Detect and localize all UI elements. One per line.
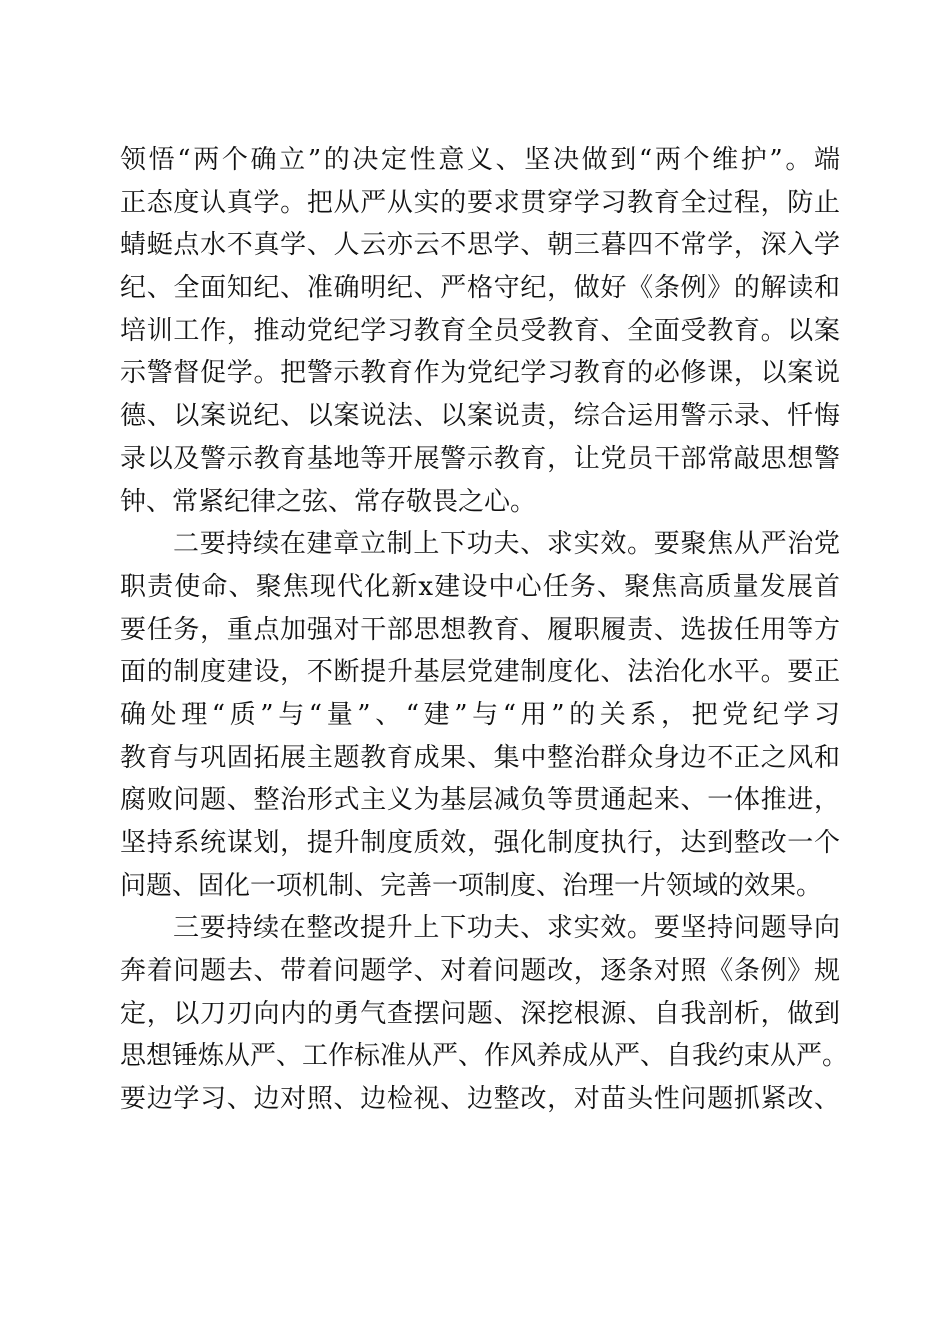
text-line: 录以及警示教育基地等开展警示教育，让党员干部常敲思想警 xyxy=(120,443,840,474)
paragraph-first-line: 二要持续在建章立制上下功夫、求实效。要聚焦从严治党 xyxy=(173,529,840,560)
text-line: 正态度认真学。把从严从实的要求贯穿学习教育全过程，防止 xyxy=(120,187,840,218)
text-line: 职责使命、聚焦现代化新x建设中心任务、聚焦高质量发展首 xyxy=(120,571,840,602)
text-line: 德、以案说纪、以案说法、以案说责，综合运用警示录、忏悔 xyxy=(120,401,840,432)
text-line: 钟、常紧纪律之弦、常存敬畏之心。 xyxy=(120,486,537,517)
text-line: 纪、全面知纪、准确明纪、严格守纪，做好《条例》的解读和 xyxy=(120,273,840,304)
document-body xyxy=(120,139,849,1121)
text-line: 问题、固化一项机制、完善一项制度、治理一片领域的效果。 xyxy=(120,870,823,901)
text-line: 示警督促学。把警示教育作为党纪学习教育的必修课，以案说 xyxy=(120,358,840,389)
text-line: 要任务，重点加强对干部思想教育、履职履责、选拔任用等方 xyxy=(120,614,840,645)
text-line: 奔着问题去、带着问题学、对着问题改，逐条对照《条例》规 xyxy=(120,956,840,987)
text-line: 腐败问题、整治形式主义为基层减负等贯通起来、一体推进， xyxy=(120,785,840,816)
text-line: 培训工作，推动党纪学习教育全员受教育、全面受教育。以案 xyxy=(120,315,840,346)
text-line: 思想锤炼从严、工作标准从严、作风养成从严、自我约束从严。 xyxy=(120,1041,849,1072)
text-line: 定，以刀刃向内的勇气查摆问题、深挖根源、自我剖析，做到 xyxy=(120,998,840,1029)
text-line: 面的制度建设，不断提升基层党建制度化、法治化水平。要正 xyxy=(120,657,840,688)
paragraph-first-line: 三要持续在整改提升上下功夫、求实效。要坚持问题导向 xyxy=(173,913,840,944)
text-line: 要边学习、边对照、边检视、边整改，对苗头性问题抓紧改、 xyxy=(120,1084,840,1115)
text-line: 蜻蜓点水不真学、人云亦云不思学、朝三暮四不常学，深入学 xyxy=(120,230,840,261)
text-line: 确处理“质”与“量”、“建”与“用”的关系，把党纪学习 xyxy=(120,699,840,730)
text-line: 领悟“两个确立”的决定性意义、坚决做到“两个维护”。端 xyxy=(120,145,840,175)
text-line: 坚持系统谋划，提升制度质效，强化制度执行，达到整改一个 xyxy=(120,828,840,858)
text-line: 教育与巩固拓展主题教育成果、集中整治群众身边不正之风和 xyxy=(120,742,840,773)
